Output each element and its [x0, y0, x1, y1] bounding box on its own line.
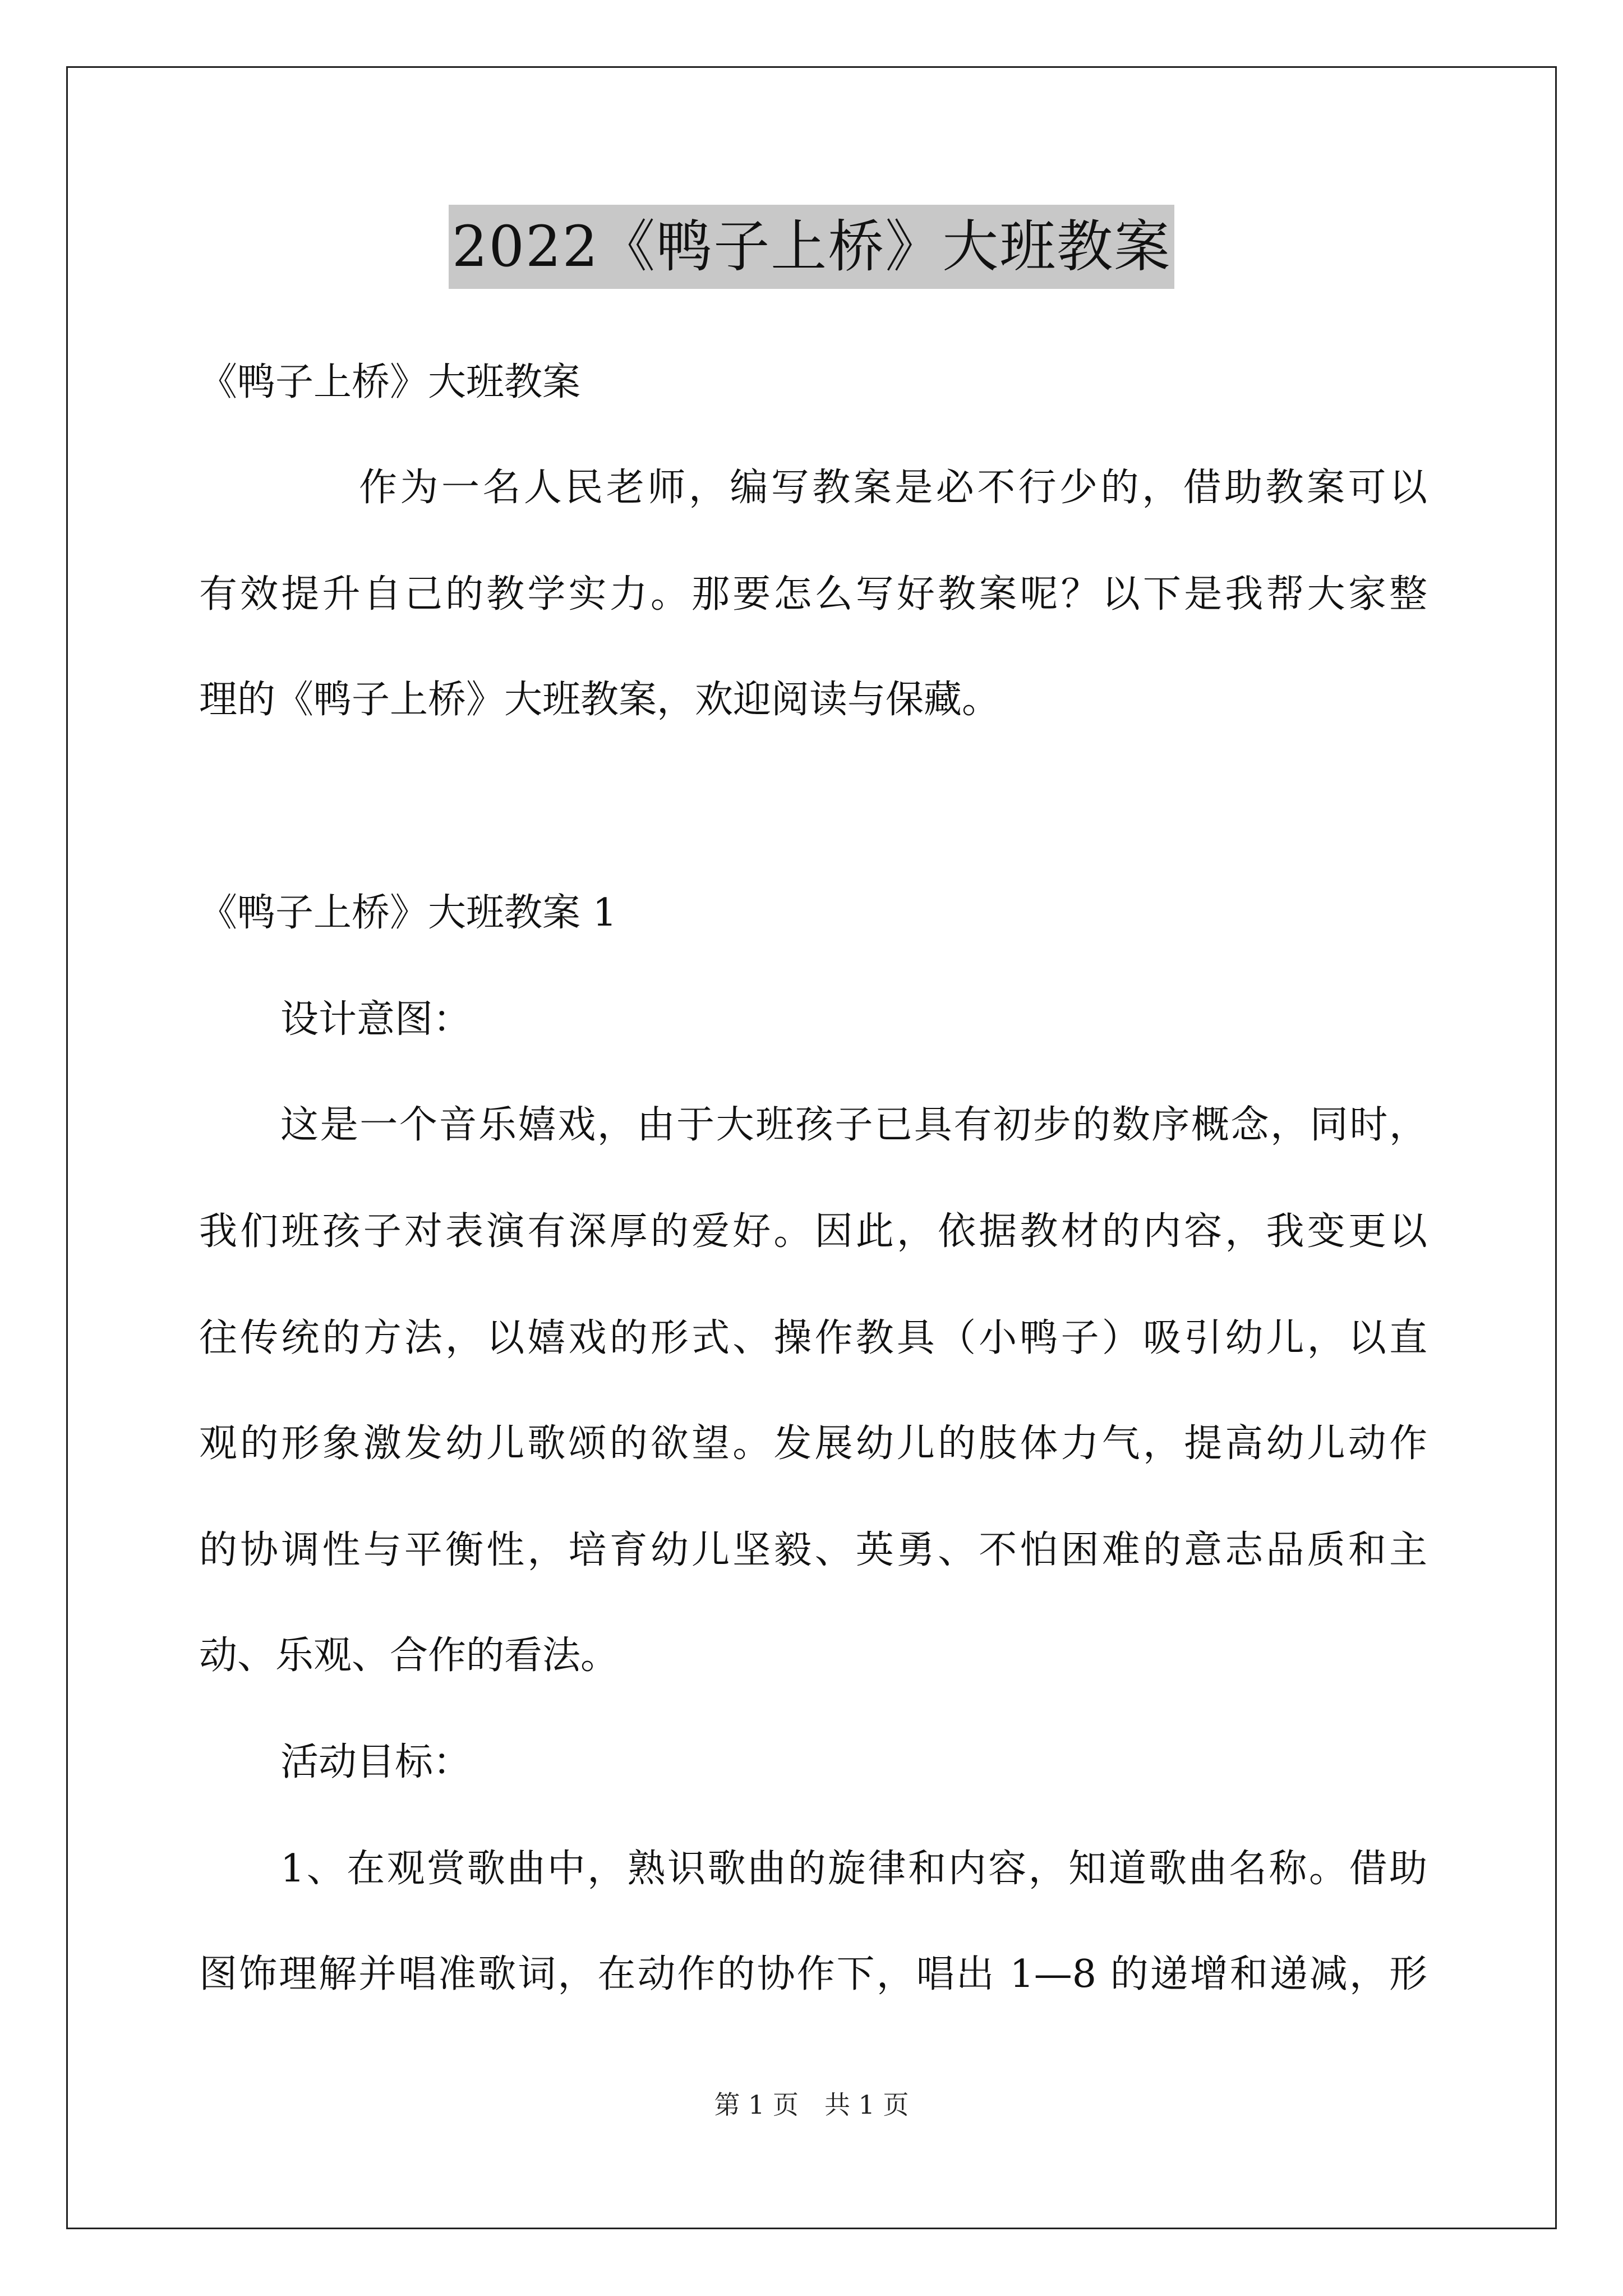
paragraph-line: 图饰理解并唱准歌词，在动作的协作下，唱出 1—8 的递增和递减，形: [199, 1952, 1427, 1996]
paragraph-line: 观的形象激发幼儿歌颂的欲望。发展幼儿的肢体力气，提高幼儿动作: [199, 1421, 1427, 1466]
paragraph-line: 我们班孩子对表演有深厚的爱好。因此，依据教材的内容，我变更以: [199, 1209, 1427, 1254]
title-container: [0, 205, 1623, 289]
paragraph-line: 这是一个音乐嬉戏，由于大班孩子已具有初步的数序概念，同时，: [280, 1103, 1427, 1147]
paragraph-line: 作为一名人民老师，编写教案是必不行少的，借助教案可以: [359, 466, 1427, 510]
subtitle-line: 《鸭子上桥》大班教案: [199, 360, 581, 404]
page-footer: 第 1 页 共 1 页: [714, 2090, 909, 2120]
section-heading: 《鸭子上桥》大班教案 1: [199, 891, 617, 935]
paragraph-line: 的协调性与平衡性，培育幼儿坚毅、英勇、不怕困难的意志品质和主: [199, 1528, 1427, 1572]
paragraph-line: 1、在观赏歌曲中，熟识歌曲的旋律和内容，知道歌曲名称。借助: [280, 1847, 1427, 1891]
document-title: 2022《鸭子上桥》大班教案: [449, 205, 1175, 289]
subheading-design-intent: 设计意图：: [280, 997, 472, 1042]
paragraph-line: 有效提升自己的教学实力。那要怎么写好教案呢？以下是我帮大家整: [199, 572, 1427, 616]
subheading-activity-goals: 活动目标：: [280, 1740, 472, 1784]
paragraph-line: 动、乐观、合作的看法。: [199, 1634, 619, 1678]
paragraph-line: 往传统的方法，以嬉戏的形式、操作教具（小鸭子）吸引幼儿，以直: [199, 1316, 1427, 1360]
paragraph-line: 理的《鸭子上桥》大班教案，欢迎阅读与保藏。: [199, 678, 1000, 722]
